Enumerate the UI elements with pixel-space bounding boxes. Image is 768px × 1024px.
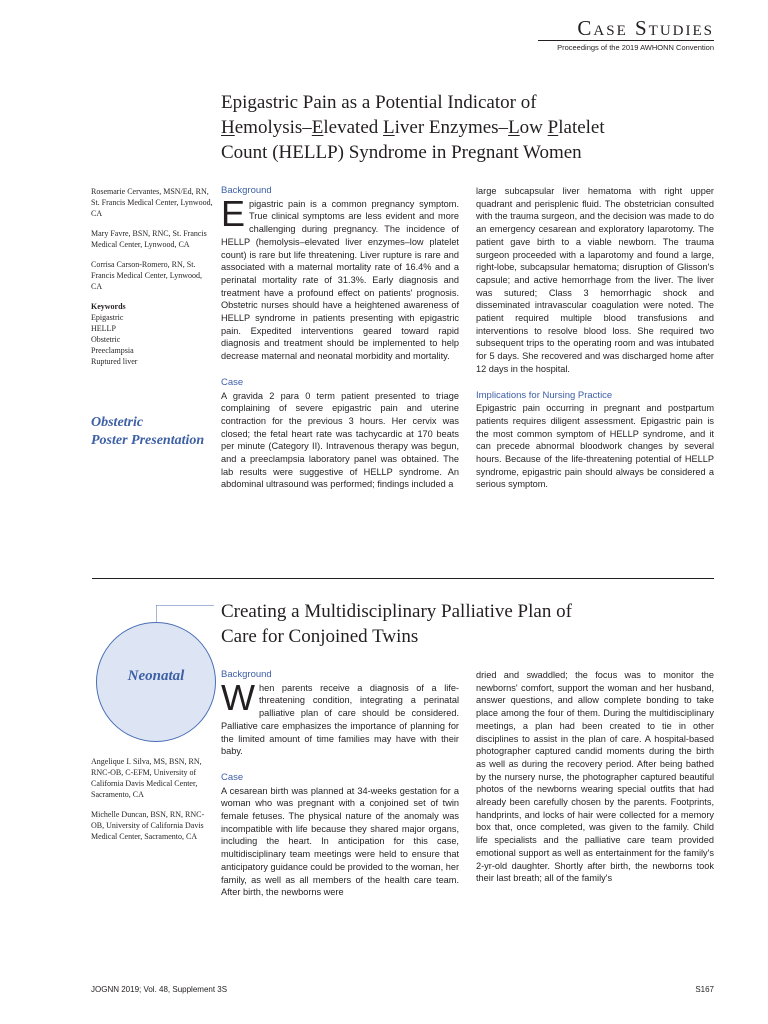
case-paragraph: A cesarean birth was planned at 34-weeks gestation for a woman who was pregnant with a conjoined set of twin female fetuses. The physical nature of the anomaly was incompatible with life because they shared major organs, including the heart. In anticipation for this case, multidisciplinary team meetings were held to ensure that anticipatory guidance could be provided to the woman, her family, as well as all members of the health care team. After birth, the newborns were: [221, 785, 460, 898]
keyword: Obstetric: [91, 335, 121, 344]
background-paragraph: When parents receive a diagnosis of a life-threatening condition, integrating a perinatal palliative plan of care should be considered. Palliative care emphasizes the importance of planning for the limited amount of time families may have with their baby.: [221, 676, 459, 757]
keyword: HELLP: [91, 324, 116, 333]
article2-title-line: Care for Conjoined Twins: [221, 626, 419, 647]
author: Michelle Duncan, BSN, RN, RNC-OB, University of California Davis Medical Center, Sacramento, CA: [91, 810, 205, 841]
background-heading: Background: [221, 669, 272, 680]
article2-category: Neonatal: [127, 668, 185, 684]
article1-left-column: [221, 185, 459, 491]
case-heading: Case: [221, 771, 244, 783]
case-paragraph: A gravida 2 para 0 term patient presented to triage complaining of severe epigastric pain and uterine contraction for the previous 3 hours. Her cervix was closed; the fetal heart rate was tachycardic at 170 beats per minute (Category II). Intravenous therapy was begun, and a preeclampsia laboratory panel was obtained. The lab results were suggestive of HELLP syndrome. An abdominal ultrasound was performed; findings included a: [221, 390, 459, 490]
article1-title-line: Count (HELLP) Syndrome in Pregnant Women: [221, 142, 582, 163]
article1-title-line: Hemolysis–Elevated Liver Enzymes–Low Platelet: [221, 117, 605, 138]
header-rule: [538, 40, 714, 41]
article1-right-column: [476, 185, 714, 491]
article1-title-line: Epigastric Pain as a Potential Indicator of: [221, 92, 537, 113]
author: Angelique I. Silva, MS, BSN, RN, RNC-OB, C-EFM, University of California Davis Medical Center, Sacramento, CA: [91, 757, 202, 799]
footer-citation: JOGNN 2019; Vol. 48, Supplement 3S: [91, 985, 228, 994]
page-number: S167: [695, 985, 714, 994]
article-divider: [92, 578, 714, 579]
article1-authors: [91, 186, 213, 367]
drop-cap: E: [221, 192, 246, 234]
keyword: Preeclampsia: [91, 346, 134, 355]
author: Corrisa Carson-Romero, RN, St. Francis Medical Center, Lynwood, CA: [91, 260, 202, 291]
author: Mary Favre, BSN, RNC, St. Francis Medical Center, Lynwood, CA: [91, 229, 207, 249]
implications-heading: Implications for Nursing Practice: [476, 389, 613, 401]
background-heading: Background: [221, 185, 272, 196]
implications-paragraph: Epigastric pain occurring in pregnant and postpartum patients requires diligent assessment. Epigastric pain is the most common symptom of HELLP syndrome, and it can precede abnormal bloodwork changes by several hours. Because of the life-threatening potential of HELLP syndrome, epigastric pain should always be considered a serious symptom.: [476, 403, 714, 490]
keyword: Epigastric: [91, 313, 124, 322]
article1-category: Obstetric Poster Presentation: [91, 415, 205, 448]
article2-right-column: [476, 669, 714, 885]
article2-title-line: Creating a Multidisciplinary Palliative Plan of: [221, 601, 572, 622]
case-continued-paragraph: large subcapsular liver hematoma with right upper quadrant and perisplenic fluid. The obstetrician consulted with the trauma surgeon, and the decision was made to do an emergency cesarean and exploratory laparotomy. The patient gave birth to a viable newborn. The trauma surgeon proceeded with a laparotomy and found a large, right-lobe, subcapsular hematoma; disruption of Glisson's capsule; and active hemorrhage from the liver. The liver was sutured; Class 3 hemorrhagic shock and disseminated intravascular coagulation were noted. The patient required multiple blood transfusions and interventions to resolve blood loss. She required two subsequent trips to the operating room and was intubated for 5 days. She recovered and was discharged home after 12 days in the hospital.: [476, 186, 714, 374]
article2-title: [221, 599, 701, 649]
article1-title: [221, 90, 701, 165]
journal-section-title: Case Studies: [577, 16, 714, 40]
drop-cap: W: [221, 676, 255, 718]
keyword: Ruptured liver: [91, 357, 138, 366]
keywords-heading: Keywords: [91, 302, 126, 311]
journal-section-subtitle: Proceedings of the 2019 AWHONN Convention: [557, 43, 714, 52]
case-continued-paragraph: dried and swaddled; the focus was to monitor the newborns' comfort, support the woman and her husband, answer questions, and allow complete bonding to take place among the four of them. During the multidisciplinary meetings, a plan had been created to tie in other disciplines to assist in the plan of care. A hospital-based photographer captured candid moments during the birth as well as during the recovery period. After being bathed by the nursery nurse, the photographer captured beautiful photos of the newborns wearing special outfits that had already been carefully chosen by the parents. Footprints, handprints, and locks of hair were collected for a memory box that, once completed, was given to the family. Child life specialists and the palliative care team provided emotional support as well as entertainment for the family's 2-yr-old daughter. Shortly after birth, the newborns took their last breath; all of the family's: [476, 670, 714, 884]
article2-authors: [91, 756, 213, 851]
category-connector-line: [156, 605, 214, 622]
article2-left-column: [221, 669, 459, 899]
background-paragraph: Epigastric pain is a common pregnancy symptom. True clinical symptoms are less evident and more challenging during pregnancy. The incidence of HELLP (hemolysis–elevated liver enzymes–low platelet count) is rare but life threatening. Liver rupture is rare and associated with a maternal mortality rate of 16.4% and a perinatal mortality rate of 31.3%. Early diagnosis and treatment have a profound effect on patients' prognosis. Obstetric nurses should have a heightened awareness of HELLP syndrome in patients presenting with epigastric pain. Expedited interventions geared toward rapid diagnosis and treatment should be implemented to help decrease maternal and neonatal morbidity and mortality.: [221, 192, 459, 362]
case-heading: Case: [221, 376, 244, 388]
author: Rosemarie Cervantes, MSN/Ed, RN, St. Francis Medical Center, Lynwood, CA: [91, 187, 213, 218]
